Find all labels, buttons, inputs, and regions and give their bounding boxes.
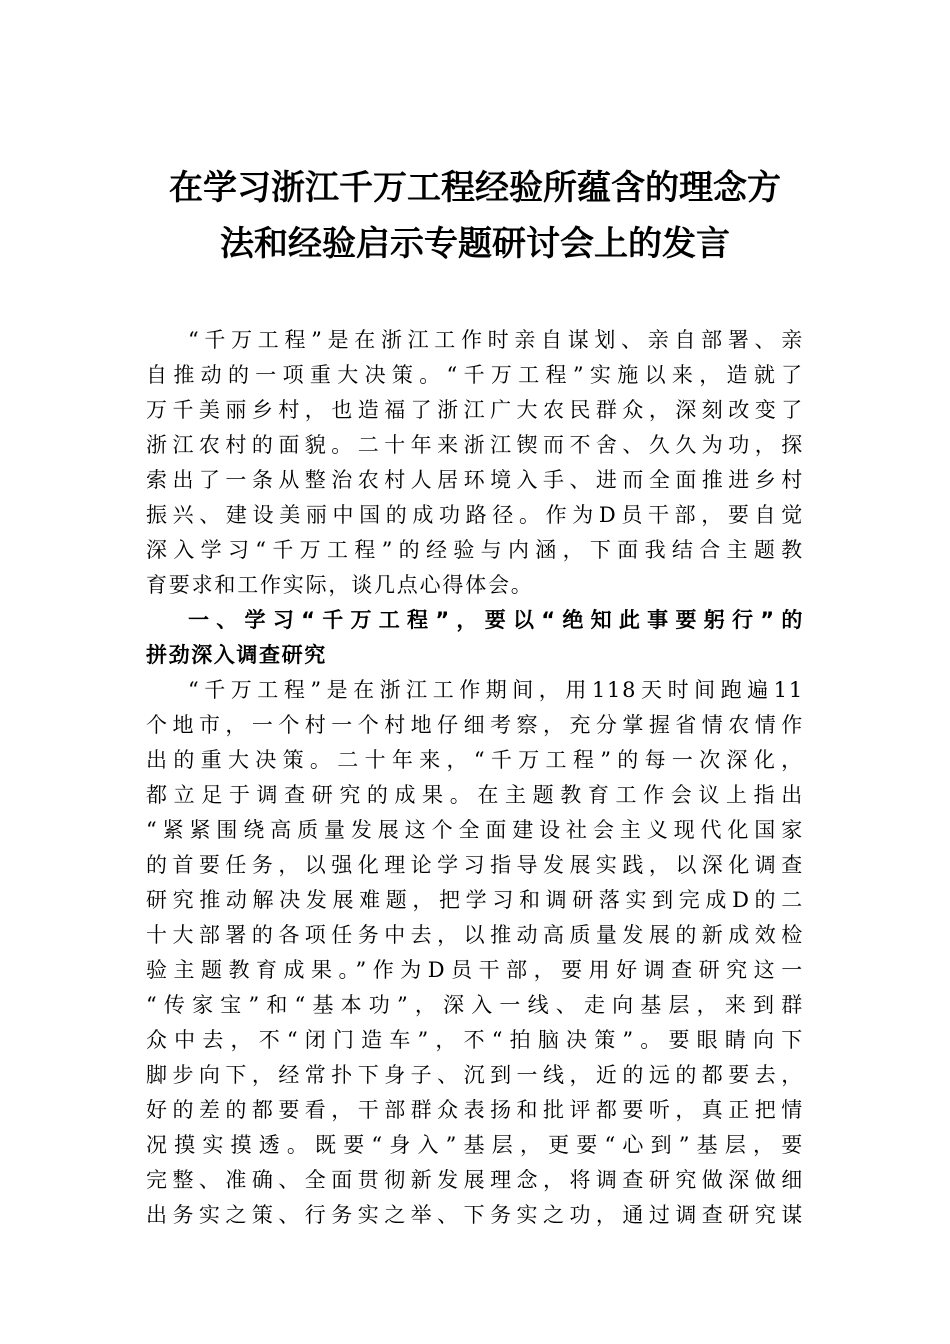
heading-line: 拼劲深入调查研究 — [146, 643, 327, 667]
text-line: 众中去，不“闭门造车”，不“拍脑决策”。要眼睛向下 — [146, 1028, 804, 1052]
section-heading-1 — [146, 603, 804, 673]
title-line-1: 在学习浙江千万工程经验所蕴含的理念方 — [169, 168, 781, 208]
text-line: 深入学习“千万工程”的经验与内涵，下面我结合主题教 — [146, 538, 804, 562]
text-line: 研究推动解决发展难题，把学习和调研落实到完成D的二 — [146, 888, 804, 912]
text-line: “千万工程”是在浙江工作期间，用118天时间跑遍11 — [188, 678, 804, 702]
paragraph-intro — [146, 323, 804, 603]
title-line-2: 法和经验启示专题研讨会上的发言 — [220, 224, 730, 264]
text-line: 况摸实摸透。既要“身入”基层，更要“心到”基层，要 — [146, 1133, 804, 1157]
text-line: 出务实之策、行务实之举、下务实之功，通过调查研究谋 — [146, 1203, 804, 1227]
text-line: “传家宝”和“基本功”，深入一线、走向基层，来到群 — [146, 993, 804, 1017]
text-line: 浙江农村的面貌。二十年来浙江锲而不舍、久久为功，探 — [146, 433, 804, 457]
text-line: 振兴、建设美丽中国的成功路径。作为D员干部，要自觉 — [146, 503, 804, 527]
text-line: 出的重大决策。二十年来，“千万工程”的每一次深化， — [146, 748, 804, 772]
heading-line: 一、学习“千万工程”，要以“绝知此事要躬行”的 — [188, 608, 804, 632]
text-line: 个地市，一个村一个村地仔细考察，充分掌握省情农情作 — [146, 713, 804, 737]
text-line: 完整、准确、全面贯彻新发展理念，将调查研究做深做细 — [146, 1168, 804, 1192]
text-line: 验主题教育成果。”作为D员干部，要用好调查研究这一 — [146, 958, 804, 982]
text-line: 万千美丽乡村，也造福了浙江广大农民群众，深刻改变了 — [146, 398, 804, 422]
text-line: 十大部署的各项任务中去，以推动高质量发展的新成效检 — [146, 923, 804, 947]
text-line: 好的差的都要看，干部群众表扬和批评都要听，真正把情 — [146, 1098, 804, 1122]
text-line: 脚步向下，经常扑下身子、沉到一线，近的远的都要去， — [146, 1063, 804, 1087]
paragraph-section-1 — [146, 673, 804, 1233]
text-line: 索出了一条从整治农村人居环境入手、进而全面推进乡村 — [146, 468, 804, 492]
document-title — [146, 160, 804, 272]
text-line: “紧紧围绕高质量发展这个全面建设社会主义现代化国家 — [146, 818, 804, 842]
text-line: 育要求和工作实际，谈几点心得体会。 — [146, 573, 534, 597]
text-line: 的首要任务，以强化理论学习指导发展实践，以深化调查 — [146, 853, 804, 877]
text-line: “千万工程”是在浙江工作时亲自谋划、亲自部署、亲 — [188, 328, 804, 352]
text-line: 都立足于调查研究的成果。在主题教育工作会议上指出 — [146, 783, 804, 807]
text-line: 自推动的一项重大决策。“千万工程”实施以来，造就了 — [146, 363, 804, 387]
document-body — [146, 323, 804, 1233]
